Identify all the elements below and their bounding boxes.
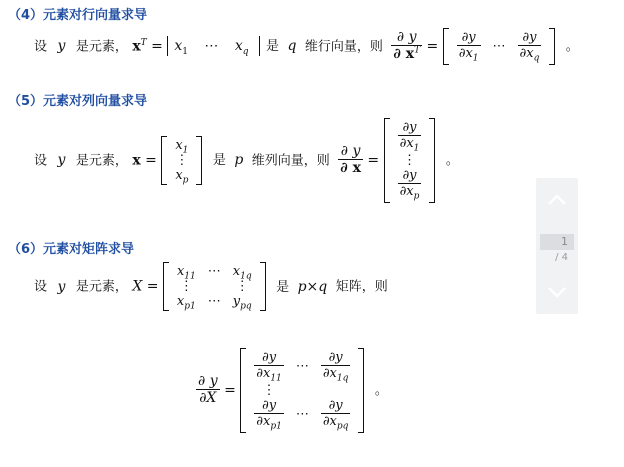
dim-text: 矩阵，则	[335, 279, 388, 295]
row-x1-sub: 1	[182, 47, 188, 58]
matrix-x	[163, 262, 266, 311]
current-page[interactable]: 1	[540, 234, 574, 250]
m11: x	[176, 264, 185, 279]
derivative-fraction	[196, 374, 220, 407]
mp1: x	[176, 294, 185, 309]
dim-q: q	[287, 38, 297, 55]
page-up-button[interactable]	[536, 178, 578, 222]
vec-x: x	[132, 38, 141, 55]
formula-row-vector	[34, 28, 579, 65]
entry1-den: ∂x	[458, 46, 473, 62]
col-vector	[161, 136, 202, 185]
chevron-up-icon	[536, 178, 578, 222]
dim-text: 维列向量，则	[251, 153, 330, 169]
entry1-sub: 1	[472, 53, 479, 64]
entry-dots: ⋯	[492, 38, 506, 54]
m1-dots: ⋯	[207, 264, 221, 279]
equals: =	[146, 278, 159, 295]
r1cq-num: ∂y	[321, 351, 351, 366]
rp-dots: ⋯	[295, 406, 309, 422]
mpq-sub: pq	[240, 301, 252, 312]
vdots-left: ⋮	[179, 279, 193, 294]
r1c1-num: ∂y	[254, 351, 284, 366]
equals-2: =	[426, 38, 439, 55]
rpc1-den: ∂x	[256, 414, 271, 430]
is-text: 是	[266, 39, 280, 55]
dim-p: p	[234, 152, 244, 169]
sup-t: T	[140, 37, 147, 48]
frac-den: ∂ x	[340, 160, 361, 177]
entry2-num: ∂y	[398, 169, 422, 184]
is-element-text: 是元素，	[75, 279, 128, 295]
page-navigator	[536, 178, 578, 314]
derivative-fraction	[391, 30, 422, 63]
total-pages: / 4	[555, 252, 568, 263]
entry2-den: ∂x	[519, 46, 534, 62]
r1-dots: ⋯	[295, 358, 309, 374]
var-y: y	[57, 38, 66, 55]
col-xp: x	[175, 167, 183, 183]
dim-text: 维行向量，则	[304, 39, 383, 55]
section-heading-5: （5）元素对列向量求导	[8, 94, 148, 109]
vec-x: x	[132, 152, 141, 169]
entry2-num: ∂y	[518, 31, 542, 46]
vdots-right: ⋮	[235, 279, 249, 294]
r1cq-sub: 1q	[336, 373, 349, 384]
dim-pq: p×q	[297, 278, 328, 295]
entry2-den: ∂x	[399, 184, 414, 200]
r1c1-den: ∂x	[256, 366, 271, 382]
r1c1-sub: 11	[270, 373, 282, 384]
row-x1: x	[174, 38, 183, 55]
entry1-sub: 1	[413, 143, 420, 154]
frac-num: ∂ y	[198, 372, 218, 389]
is-element-text: 是元素，	[75, 39, 128, 55]
formula-matrix	[34, 262, 388, 311]
col-x1: x	[175, 137, 183, 153]
row-dots: ⋯	[204, 38, 219, 55]
m11-sub: 11	[184, 271, 196, 282]
is-element-text: 是元素，	[75, 153, 128, 169]
formula-col-vector	[34, 118, 459, 203]
row-vector	[167, 36, 260, 56]
is-text: 是	[276, 279, 290, 295]
frac-den: ∂ x	[393, 46, 415, 63]
row-xq-sub: q	[242, 47, 249, 58]
end-mark: 。	[374, 383, 388, 399]
derivative-fraction	[338, 144, 363, 177]
result-col-matrix	[384, 118, 436, 203]
is-text: 是	[212, 153, 226, 169]
lead-text: 设	[34, 279, 48, 295]
mp1-sub: p1	[184, 301, 196, 312]
equals: =	[145, 152, 157, 169]
var-y: y	[57, 152, 66, 169]
mat-x: X	[132, 278, 143, 295]
frac-den-sup: T	[414, 45, 421, 56]
result-matrix	[240, 348, 364, 433]
result-row-matrix	[443, 28, 556, 65]
lead-text: 设	[34, 39, 48, 55]
entry2-sub: q	[533, 53, 540, 64]
m1q: x	[232, 264, 241, 279]
frac-num: ∂ y	[338, 144, 363, 160]
entry1-num: ∂y	[457, 31, 481, 46]
col-dots: ⋮	[175, 152, 189, 168]
frac-den: ∂X	[199, 390, 217, 407]
rpc1-sub: p1	[270, 421, 282, 432]
equals: =	[151, 38, 163, 55]
equals-2: =	[224, 382, 236, 399]
chevron-down-icon	[536, 270, 578, 314]
mpq: y	[232, 294, 241, 309]
col-x1-sub: 1	[182, 145, 189, 156]
r2-vdots: ⋮	[262, 382, 276, 398]
section-heading-6: （6）元素对矩阵求导	[8, 242, 135, 257]
section-heading-4: （4）元素对行向量求导	[8, 8, 148, 23]
end-mark: 。	[565, 39, 579, 55]
m1q-sub: 1q	[240, 271, 252, 282]
col-xp-sub: p	[182, 175, 189, 186]
entry1-num: ∂y	[398, 121, 422, 136]
end-mark: 。	[445, 153, 459, 169]
page-down-button[interactable]	[536, 270, 578, 314]
rpc1-num: ∂y	[254, 399, 284, 414]
rpcq-num: ∂y	[321, 399, 351, 414]
entry-dots: ⋮	[402, 152, 416, 168]
var-y: y	[57, 278, 66, 295]
equals-2: =	[367, 152, 380, 169]
rpcq-sub: pq	[336, 421, 349, 432]
row-xq: x	[234, 38, 243, 55]
rpcq-den: ∂x	[322, 414, 337, 430]
frac-num: ∂ y	[391, 30, 422, 46]
r1cq-den: ∂x	[322, 366, 337, 382]
lead-text: 设	[34, 153, 48, 169]
entry1-den: ∂x	[399, 136, 414, 152]
mp-dots: ⋯	[207, 294, 221, 309]
formula-matrix-result	[196, 348, 388, 433]
entry2-sub: p	[413, 191, 420, 202]
